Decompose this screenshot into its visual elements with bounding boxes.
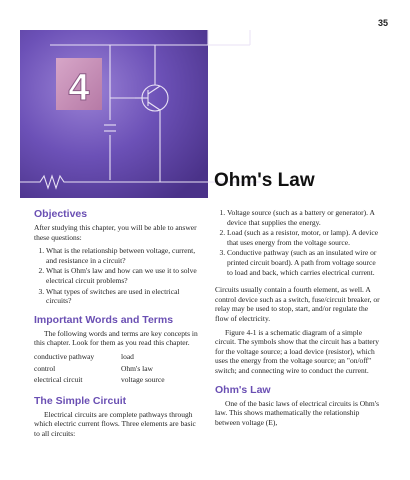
term-item: Ohm's law [121, 363, 153, 373]
objectives-list [34, 246, 202, 306]
objectives-heading: Objectives [34, 208, 88, 220]
objectives-intro: After studying this chapter, you will be able to answer these questions: [34, 223, 197, 242]
important-words-heading: Important Words and Terms [34, 313, 174, 326]
term-item: voltage source [121, 375, 165, 385]
circuit-element-item: 2. Load (such as a resistor, motor, or lamp). A device that uses energy from the voltage source. [227, 228, 383, 247]
simple-circuit-heading: The Simple Circuit [34, 394, 127, 407]
term-item: load [121, 351, 134, 361]
circuit-artwork [20, 30, 390, 198]
circuit-elements-list [215, 208, 383, 277]
term-item: conductive pathway [34, 351, 95, 361]
control-paragraph: Circuits usually contain a fourth element, as well. A control device such as a switch, fuse/circuit breaker, or relay may be used to stop, start, and/or regulate the flow of electricity. [215, 285, 380, 323]
ohms-law-text: One of the basic laws of electrical circuits is Ohm's law. This shows mathematically the relationship between voltage (E), [215, 398, 380, 427]
circuit-element-item: 1. Voltage source (such as a battery or generator). A device that supplies the energy. [227, 208, 383, 227]
left-column [34, 208, 202, 443]
term-item: control [34, 363, 56, 373]
chapter-title: Ohm's Law [214, 170, 315, 191]
term-item: electrical circuit [34, 375, 83, 385]
circuit-element-item: 3. Conductive pathway (such as an insulated wire or printed circuit board). A path from voltage source to load and back, which carries electrical current. [227, 248, 383, 277]
chapter-number: 4 [68, 67, 90, 109]
chapter-banner [20, 30, 390, 198]
ohms-law-heading: Ohm's Law [215, 383, 271, 396]
objective-item: 1. What is the relationship between voltage, current, and resistance in a circuit? [46, 246, 202, 265]
objective-item: 3. What types of switches are used in electrical circuits? [46, 287, 202, 306]
objective-item: 2. What is Ohm's law and how can we use it to solve electrical circuit problems? [46, 266, 202, 285]
right-column [215, 208, 383, 431]
terms-list [34, 352, 202, 385]
important-words-intro: The following words and terms are key concepts in this chapter. Look for them as you read this chapter. [34, 328, 198, 348]
simple-circuit-text: Electrical circuits are complete pathways through which electric current flows. Three elements are basic to all circuits: [34, 409, 196, 438]
figure-paragraph: Figure 4-1 is a schematic diagram of a simple circuit. The symbols show that the circuit has a battery for the voltage source; a load device (resistor), which uses the energy from the voltage source; an "on/off" switch; and connecting wire to conduct the current. [215, 327, 379, 375]
page-number: 35 [377, 18, 388, 28]
